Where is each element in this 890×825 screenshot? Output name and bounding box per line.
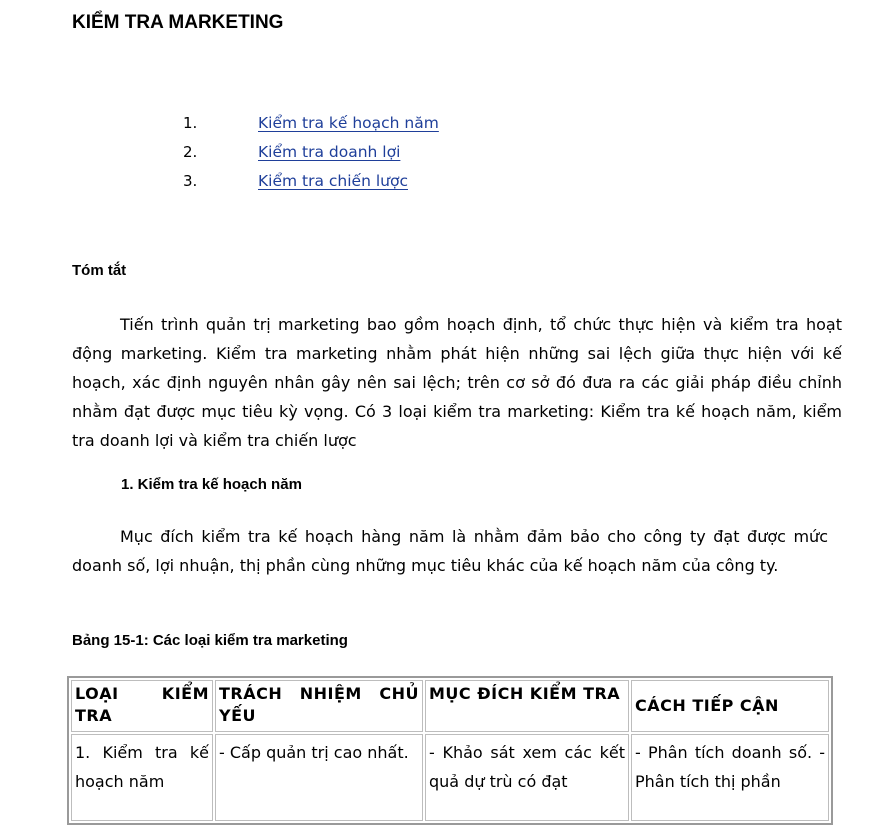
toc-item bbox=[183, 114, 439, 143]
table-row bbox=[71, 734, 829, 821]
toc-item bbox=[183, 143, 439, 172]
table-cell: - Khảo sát xem các kết quả dự trù có đạt bbox=[425, 734, 629, 821]
toc-number: 3. bbox=[183, 172, 198, 190]
toc-link-doanh-loi[interactable]: Kiểm tra doanh lợi bbox=[258, 143, 401, 161]
toc-number: 1. bbox=[183, 114, 198, 132]
header-cell-muc-dich: MỤC ĐÍCH KIỂM TRA bbox=[425, 680, 629, 732]
table-cell: 1. Kiểm tra kế hoạch năm bbox=[71, 734, 213, 821]
table-header-row bbox=[71, 680, 829, 732]
page-title: KIỂM TRA MARKETING bbox=[72, 12, 284, 33]
summary-heading: Tóm tắt bbox=[72, 262, 127, 279]
summary-paragraph: Tiến trình quản trị marketing bao gồm hoạch định, tổ chức thực hiện và kiểm tra hoạt động marketing. Kiểm tra marketing nhằm phát hiện những sai lệch giữa thực hiện với kế hoạch, xác định nguyên nhân gây nên sai lệch; trên cơ sở đó đưa ra các giải pháp điều chỉnh nhằm đạt được mục tiêu kỳ vọng. Có 3 loại kiểm tra marketing: Kiểm tra kế hoạch năm, kiểm tra doanh lợi và kiểm tra chiến lược bbox=[72, 315, 842, 450]
toc-number: 2. bbox=[183, 143, 198, 161]
header-cell-loai-kiem-tra: LOẠI KIỂM TRA bbox=[71, 680, 213, 732]
table-cell: - Cấp quản trị cao nhất. bbox=[215, 734, 423, 821]
toc-item bbox=[183, 172, 439, 201]
header-cell-cach-tiep-can: CÁCH TIẾP CẬN bbox=[631, 680, 829, 732]
section-heading: 1. Kiểm tra kế hoạch năm bbox=[121, 476, 302, 493]
header-cell-trach-nhiem: TRÁCH NHIỆM CHỦ YẾU bbox=[215, 680, 423, 732]
toc-link-ke-hoach-nam[interactable]: Kiểm tra kế hoạch năm bbox=[258, 114, 439, 132]
table-of-contents bbox=[183, 114, 439, 201]
section-paragraph: Mục đích kiểm tra kế hoạch hàng năm là nhằm đảm bảo cho công ty đạt được mức doanh số, lợi nhuận, thị phần cùng những mục tiêu khác của kế hoạch năm của công ty. bbox=[72, 527, 828, 575]
table-cell: - Phân tích doanh số. - Phân tích thị phần bbox=[631, 734, 829, 821]
table-caption: Bảng 15-1: Các loại kiểm tra marketing bbox=[72, 632, 348, 649]
marketing-control-table bbox=[67, 676, 833, 825]
toc-link-chien-luoc[interactable]: Kiểm tra chiến lược bbox=[258, 172, 408, 190]
